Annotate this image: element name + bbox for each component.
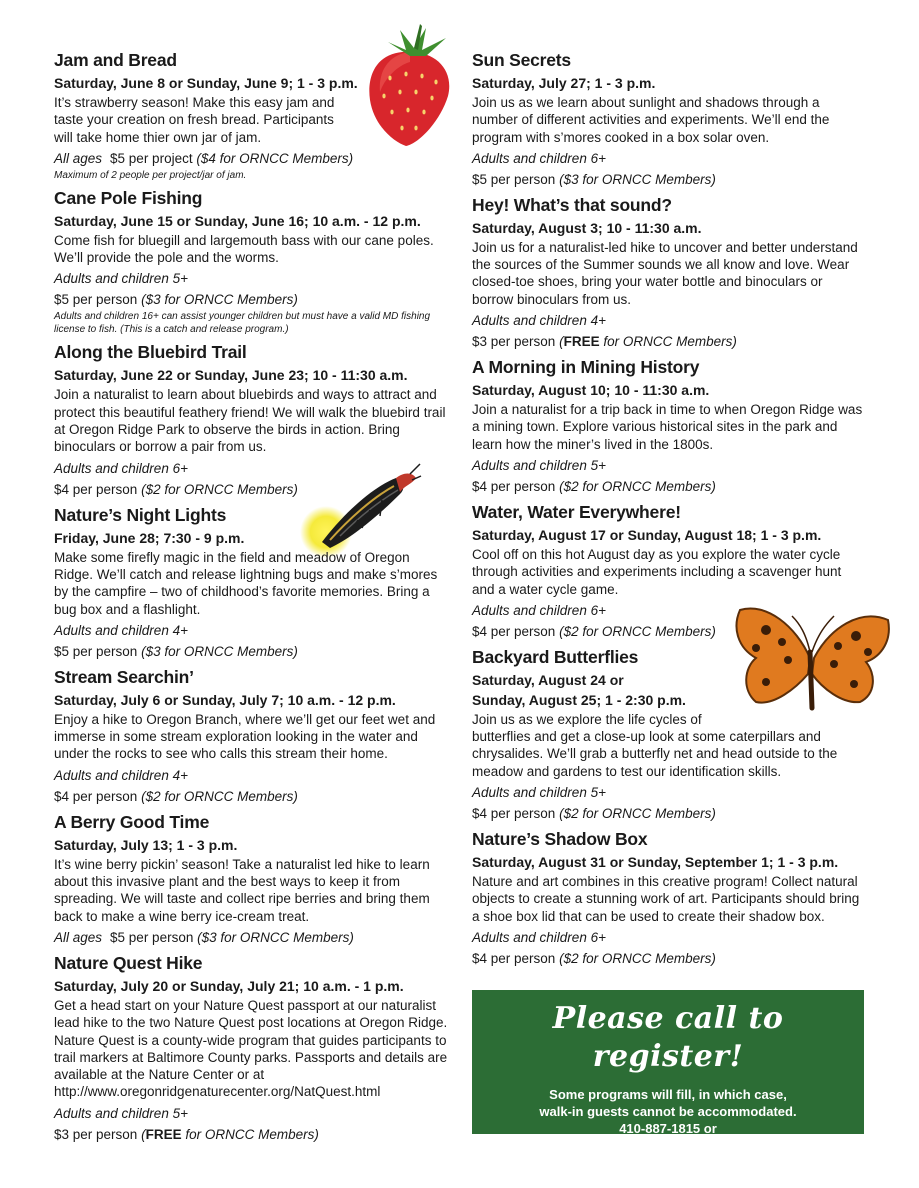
event-ages: Adults and children 6+ <box>472 929 606 945</box>
event-ages: Adults and children 5+ <box>472 457 606 473</box>
member-paren: ( <box>559 334 564 350</box>
event-member-price <box>559 334 737 349</box>
event-price-line <box>54 642 449 661</box>
event-member-price: ($2 for ORNCC Members) <box>141 788 298 804</box>
event-berry-good-time <box>54 812 449 947</box>
event-ages: All ages <box>54 929 103 945</box>
event-description: Cool off on this hot August day as you explore the water cycle through activities and experiments including a scavenger hunt and a water cycle game. <box>472 546 842 597</box>
event-date: Saturday, August 10; 10 - 11:30 a.m. <box>472 382 710 399</box>
member-paren: ( <box>141 1126 146 1142</box>
event-ages: Adults and children 4+ <box>54 767 188 783</box>
event-member-price: ($3 for ORNCC Members) <box>559 171 716 187</box>
event-date: Saturday, August 17 or Sunday, August 18; 1 - 3 p.m. <box>472 526 822 543</box>
event-price: $5 per person <box>472 171 556 187</box>
event-price-line <box>472 804 867 823</box>
event-date: Saturday, August 3; 10 - 11:30 a.m. <box>472 219 702 236</box>
event-description: Join a naturalist to learn about bluebirds and ways to attract and protect this beautiful feathery friend! We will walk the bluebird trail at Oregon Ridge Park to observe the birds in action. Bring binoculars or borrow a pair from us. <box>54 387 446 455</box>
event-ages: Adults and children 6+ <box>472 150 606 166</box>
event-price: $4 per person <box>54 481 138 497</box>
event-price-line <box>472 622 867 641</box>
register-line-2: walk-in guests cannot be accommodated. <box>539 1104 797 1119</box>
event-title: Nature’s Shadow Box <box>472 829 648 850</box>
event-price-line <box>472 170 867 189</box>
event-description: Join us as we learn about sunlight and shadows through a number of different activities and experiments. We’ll end the program with s’mores cooked in a box solar oven. <box>472 95 830 145</box>
event-sun-secrets <box>472 50 867 189</box>
event-price: $5 per person <box>54 643 138 659</box>
event-member-price: ($3 for ORNCC Members) <box>141 643 298 659</box>
event-description: Join us for a naturalist-led hike to uncover and better understand the sources of the Summer sounds we all know and love. Wear closed-toe shoes, bring your water bottle and binoculars or borrow binoculars from us. <box>472 239 858 307</box>
event-ages: Adults and children 5+ <box>54 271 188 287</box>
event-price: $3 per person <box>54 1126 138 1142</box>
register-callout <box>472 990 864 1153</box>
event-description: It’s wine berry pickin’ season! Take a naturalist led hike to learn about this invasive plant and the best ways to keep it from spreading. We will taste and collect ripe berries and bring them back to make a wine berry ice-cream treat. <box>54 856 430 924</box>
register-email[interactable]: info@OregonRidgeNatureCenter.org <box>555 1138 781 1153</box>
register-or: or <box>700 1121 717 1136</box>
event-ages: Adults and children 5+ <box>472 785 606 801</box>
event-title: Stream Searchin’ <box>54 666 194 687</box>
event-price-line <box>54 787 449 806</box>
event-ages: Adults and children 6+ <box>54 460 188 476</box>
event-price: $4 per person <box>472 950 556 966</box>
event-price-line <box>54 290 449 309</box>
right-column <box>472 50 867 974</box>
event-title: Sun Secrets <box>472 50 571 70</box>
event-title: Along the Bluebird Trail <box>54 342 247 363</box>
event-title: Nature Quest Hike <box>54 952 203 973</box>
event-price: $5 per person <box>54 292 138 308</box>
event-natures-night-lights <box>54 505 449 661</box>
event-member-price: ($2 for ORNCC Members) <box>559 806 716 822</box>
event-ages-price <box>54 928 449 947</box>
event-ages: Adults and children 4+ <box>54 622 188 638</box>
event-price: $3 per person <box>472 334 556 350</box>
event-member-price: ($2 for ORNCC Members) <box>559 478 716 494</box>
event-member-price: ($2 for ORNCC Members) <box>141 481 298 497</box>
event-price-line <box>54 480 449 499</box>
event-member-price: ($2 for ORNCC Members) <box>559 950 716 966</box>
register-headline: Please call to register! <box>552 1001 784 1074</box>
event-description: It’s strawberry season! Make this easy jam and taste your creation on fresh bread. Participants will take home thier own jar of jam. <box>54 95 335 145</box>
event-jam-and-bread <box>54 50 449 182</box>
event-price: $4 per person <box>54 788 138 804</box>
register-phone-line <box>472 1120 864 1137</box>
event-note: Adults and children 16+ can assist younger children but must have a valid MD fishing license to fish. (This is a catch and release program.) <box>54 311 431 336</box>
event-price: $4 per person <box>472 623 556 639</box>
event-date: Saturday, June 15 or Sunday, June 16; 10 a.m. - 12 p.m. <box>54 212 421 229</box>
event-ages: Adults and children 5+ <box>54 1105 188 1121</box>
event-description: Nature and art combines in this creative program! Collect natural objects to create a stunning work of art. Participants should bring a shoe box lid that can be used to create their shadow box. <box>472 874 860 924</box>
event-bluebird-trail <box>54 342 449 498</box>
event-title: Jam and Bread <box>54 50 177 70</box>
register-line-1: Some programs will fill, in which case, <box>549 1087 787 1102</box>
event-ages: Adults and children 6+ <box>472 602 606 618</box>
event-description <box>472 711 867 780</box>
event-title: Backyard Butterflies <box>472 646 639 667</box>
event-member-price: ($3 for ORNCC Members) <box>141 292 298 308</box>
event-nature-quest-hike <box>54 953 449 1144</box>
event-title: A Morning in Mining History <box>472 357 700 378</box>
event-description-rest: butterflies and get a close-up look at some caterpillars and chrysalides. We’ll grab a butterfly net and head outside to the meadow and gardens to test our identification skills. <box>472 729 838 779</box>
event-member-price: ($4 for ORNCC Members) <box>196 150 354 166</box>
event-price-line <box>472 477 867 496</box>
free-label: FREE <box>563 334 600 350</box>
event-title: Cane Pole Fishing <box>54 187 203 208</box>
event-member-price: ($3 for ORNCC Members) <box>197 929 354 945</box>
event-description: Join a naturalist for a trip back in time to when Oregon Ridge was a mining town. Explore various historical sites in the park and learn how the miner’s lived in the 1800s. <box>472 402 863 452</box>
event-price-line <box>54 1125 449 1144</box>
event-price: $5 per project <box>110 150 193 166</box>
event-price-line <box>472 949 867 968</box>
event-date: Friday, June 28; 7:30 - 9 p.m. <box>54 529 245 546</box>
event-whats-that-sound <box>472 195 867 351</box>
register-phone[interactable]: 410-887-1815 <box>619 1121 701 1136</box>
event-title: Nature’s Night Lights <box>54 504 227 525</box>
member-suffix: for ORNCC Members) <box>599 334 737 350</box>
event-description-first: Join us as we explore the life cycles of <box>472 711 702 727</box>
event-title: Hey! What’s that sound? <box>472 194 672 215</box>
event-water-everywhere <box>472 502 867 641</box>
event-note: Maximum of 2 people per project/jar of jam. <box>54 169 247 181</box>
event-price: $4 per person <box>472 806 556 822</box>
event-description: Enjoy a hike to Oregon Branch, where we’ll get our feet wet and immerse in some stream exploration looking in the water and under the rocks to see who calls this stream their home. <box>54 711 436 762</box>
left-column <box>54 50 449 1150</box>
event-member-price <box>141 1127 319 1142</box>
event-date: Saturday, July 20 or Sunday, July 21; 10 a.m. - 1 p.m. <box>54 977 404 994</box>
event-date: Saturday, July 13; 1 - 3 p.m. <box>54 836 238 853</box>
event-member-price: ($2 for ORNCC Members) <box>559 623 716 639</box>
register-info <box>472 1086 864 1154</box>
event-date: Saturday, August 31 or Sunday, September 1; 1 - 3 p.m. <box>472 854 839 871</box>
event-date-line2: Sunday, August 25; 1 - 2:30 p.m. <box>472 691 686 708</box>
event-price-line <box>472 332 867 351</box>
event-description: Make some firefly magic in the field and meadow of Oregon Ridge. We’ll catch and release lightning bugs and make s’mores by the campfire – two of childhood’s favorite memories. Bring a bug box and a flashlight. <box>54 549 438 617</box>
event-title: Water, Water Everywhere! <box>472 501 681 522</box>
event-price: $5 per person <box>110 929 194 945</box>
event-ages: All ages <box>54 150 103 166</box>
event-ages-price <box>54 149 449 168</box>
event-cane-pole-fishing <box>54 188 449 337</box>
event-mining-history <box>472 357 867 496</box>
member-suffix: for ORNCC Members) <box>181 1126 319 1142</box>
event-description: Get a head start on your Nature Quest passport at our naturalist lead hike to the two Nature Quest post locations at Oregon Ridge. Nature Quest is a county-wide program that guides participants to trail markers at Baltimore County parks. Passports and details are available at the Nature Center or at http://www.oregonridgenaturecenter.org/NatQuest.html <box>54 997 448 1100</box>
event-title: A Berry Good Time <box>54 811 210 832</box>
event-date: Saturday, June 8 or Sunday, June 9; 1 - 3 p.m. <box>54 75 358 91</box>
event-stream-searchin <box>54 667 449 806</box>
event-date-line1: Saturday, August 24 or <box>472 671 624 688</box>
event-price: $4 per person <box>472 478 556 494</box>
event-backyard-butterflies <box>472 647 867 823</box>
event-ages: Adults and children 4+ <box>472 313 606 329</box>
event-description: Come fish for bluegill and largemouth bass with our cane poles. We’ll provide the pole and the worms. <box>54 232 434 266</box>
free-label: FREE <box>145 1126 182 1142</box>
event-natures-shadow-box <box>472 829 867 968</box>
event-date: Saturday, July 6 or Sunday, July 7; 10 a.m. - 12 p.m. <box>54 691 396 708</box>
event-date: Saturday, July 27; 1 - 3 p.m. <box>472 75 656 91</box>
event-date: Saturday, June 22 or Sunday, June 23; 10 - 11:30 a.m. <box>54 367 408 384</box>
